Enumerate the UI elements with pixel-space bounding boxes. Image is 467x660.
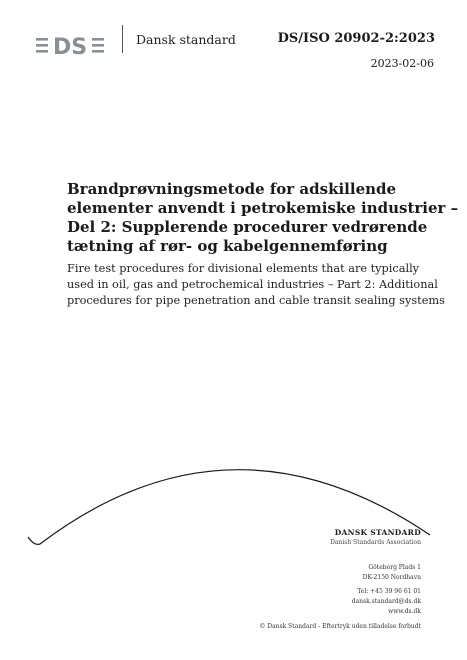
title-danish-line: Brandprøvningsmetode for adskillende xyxy=(67,180,397,198)
address-city: DK-2150 Nordhavn xyxy=(362,574,421,581)
ds-logo xyxy=(36,33,106,57)
title-danish-line: elementer anvendt i petrokemiske industrier – xyxy=(67,199,459,217)
title-english-line: used in oil, gas and petrochemical industries – Part 2: Additional xyxy=(67,278,438,291)
address-phone: Tel: +45 39 96 61 01 xyxy=(357,588,421,595)
publisher-subtitle: Danish Standards Association xyxy=(330,539,421,546)
brand-label: Dansk standard xyxy=(136,32,236,47)
title-english xyxy=(67,261,445,309)
publication-date: 2023-02-06 xyxy=(370,57,434,70)
title-danish-line: tætning af rør- og kabelgennemføring xyxy=(67,237,388,255)
title-english-line: Fire test procedures for divisional elements that are typically xyxy=(67,262,420,275)
publisher-name: DANSK STANDARD xyxy=(334,528,421,537)
logo-letters: DS xyxy=(52,35,88,57)
publisher-block xyxy=(330,528,421,547)
address-email: dansk.standard@ds.dk xyxy=(351,598,421,605)
address-street: Göteborg Plads 1 xyxy=(368,564,421,571)
title-english-line: procedures for pipe penetration and cable transit sealing systems xyxy=(67,294,445,307)
publisher-address xyxy=(352,563,421,617)
copyright-notice: © Dansk Standard - Eftertryk uden tilladelse forbudt xyxy=(259,623,421,630)
header-divider xyxy=(122,25,123,53)
document-number: DS/ISO 20902-2:2023 xyxy=(277,31,435,46)
title-danish-line: Del 2: Supplerende procedurer vedrørende xyxy=(67,218,428,236)
title-danish xyxy=(67,180,459,256)
address-web: www.ds.dk xyxy=(388,608,421,615)
